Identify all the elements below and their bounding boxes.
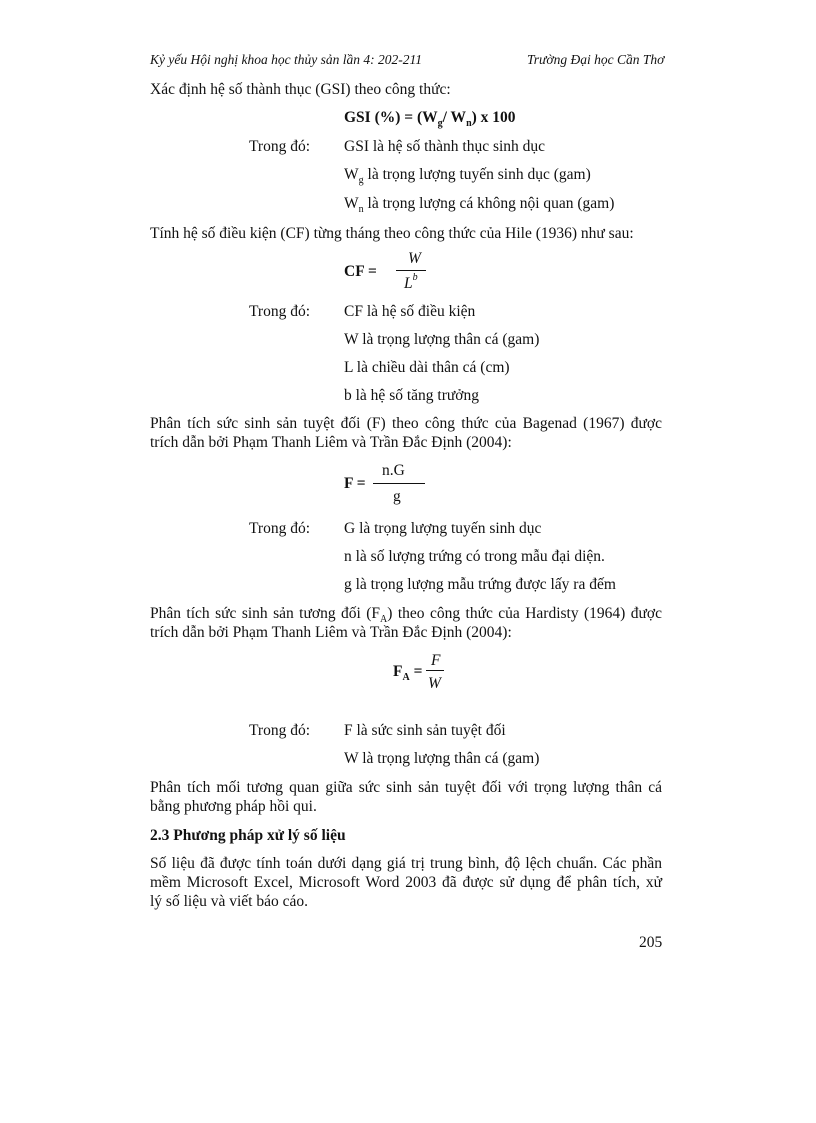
correlation-line: bằng phương pháp hồi qui. [150, 798, 317, 815]
gsi-definition: $W_n$ là trọng lượng cá không nội quan (gam) [344, 195, 615, 216]
gsi-definition: $W_g$ là trọng lượng tuyến sinh dục (gam) [344, 166, 591, 187]
gsi-where-label: Trong đó: [249, 138, 311, 155]
fa-intro-line: Phân tích sức sinh sản tương đối $(F_A)$ theo công thức của Hardisty (1964) được [150, 605, 662, 626]
f-denominator: g [393, 488, 401, 505]
cf-where-label: Trong đó: [249, 303, 311, 320]
cf-definition: CF là hệ số điều kiện [344, 303, 476, 320]
fa-lhs: $F_A$ = [393, 663, 423, 684]
cf-definition: W là trọng lượng thân cá (gam) [344, 331, 540, 348]
section-heading: 2.3 Phương pháp xử lý số liệu [150, 827, 346, 844]
fa-fraction-bar [426, 670, 444, 671]
running-header-right: Trường Đại học Cần Thơ [527, 52, 665, 67]
cf-definition: L là chiều dài thân cá (cm) [344, 359, 510, 376]
fa-intro-line: trích dẫn bởi Phạm Thanh Liêm và Trần Đắc Định (2004): [150, 624, 512, 641]
cf-lhs: CF = [344, 263, 377, 280]
f-fraction-bar [373, 483, 425, 484]
section-body-line: mềm Microsoft Excel, Microsoft Word 2003 đã được sử dụng để phân tích, xử [150, 874, 662, 891]
f-definition: g là trọng lượng mẫu trứng được lấy ra đếm [344, 576, 616, 593]
f-intro-line: Phân tích sức sinh sản tuyệt đối (F) theo công thức của Bagenad (1967) được [150, 415, 662, 432]
page-number: 205 [639, 934, 663, 951]
cf-intro: Tính hệ số điều kiện (CF) từng tháng theo công thức của Hile (1936) như sau: [150, 225, 634, 242]
cf-denominator: $L^b$ [404, 271, 418, 292]
f-intro-line: trích dẫn bởi Phạm Thanh Liêm và Trần Đắc Định (2004): [150, 434, 512, 451]
f-definition: n là số lượng trứng có trong mẫu đại diện. [344, 548, 605, 565]
fa-numerator: F [431, 652, 441, 669]
f-where-label: Trong đó: [249, 520, 311, 537]
gsi-definition: GSI là hệ số thành thục sinh dục [344, 138, 546, 155]
f-definition: G là trọng lượng tuyến sinh dục [344, 520, 542, 537]
section-body-line: Số liệu đã được tính toán dưới dạng giá trị trung bình, độ lệch chuẩn. Các phần [150, 855, 662, 872]
fa-definition: F là sức sinh sản tuyệt đối [344, 722, 506, 739]
running-header-left: Kỷ yếu Hội nghị khoa học thủy sản lần 4: 202-211 [150, 52, 422, 67]
cf-fraction-bar [396, 270, 426, 271]
f-lhs: F = [344, 475, 366, 492]
section-body-line: lý số liệu và viết báo cáo. [150, 893, 308, 910]
gsi-intro: Xác định hệ số thành thục (GSI) theo công thức: [150, 81, 451, 98]
f-numerator: n.G [382, 462, 405, 479]
gsi-formula: GSI (%) = ($W_g/$ $W_n$) x 100 [344, 109, 516, 130]
fa-denominator: W [428, 675, 441, 692]
cf-numerator: W [408, 250, 421, 267]
correlation-line: Phân tích mối tương quan giữa sức sinh sản tuyệt đối với trọng lượng thân cá [150, 779, 662, 796]
fa-where-label: Trong đó: [249, 722, 311, 739]
cf-definition: b là hệ số tăng trưởng [344, 387, 479, 404]
fa-definition: W là trọng lượng thân cá (gam) [344, 750, 540, 767]
